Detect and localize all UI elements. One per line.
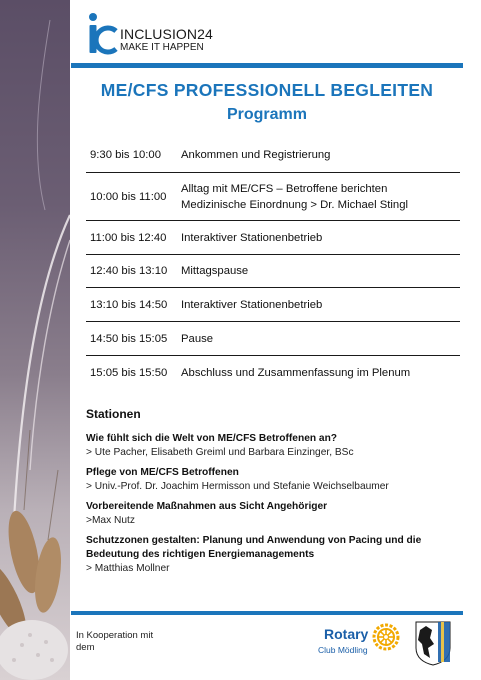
station-people: > Matthias Mollner [86,563,170,574]
inclusion24-logo-icon [88,12,118,56]
station-item [86,500,464,528]
schedule-time: 15:05 bis 15:50 [90,367,168,379]
schedule-activity: Abschluss und Zusammenfassung im Plenum [181,367,411,379]
schedule-time: 11:00 bis 12:40 [90,231,167,244]
schedule-activity-line: Medizinische Einordnung > Dr. Michael Stingl [181,198,408,211]
schedule-row [86,255,460,288]
stations-heading: Stationen [86,407,141,421]
schedule-table [86,137,460,390]
rotary-club-name: Club Mödling [318,645,368,655]
station-item [86,534,464,576]
schedule-activity [181,181,460,213]
station-people: > Univ.-Prof. Dr. Joachim Hermisson und Stefanie Weichselbaumer [86,481,389,492]
page-title: ME/CFS PROFESSIONELL BEGLEITEN [100,80,434,100]
station-title: Schutzzonen gestalten: Planung und Anwendung von Pacing und die Bedeutung des richtigen Energiemanagements [86,535,422,560]
cooperation-note: In Kooperation mit dem [76,630,154,653]
rotary-wheel-icon [372,623,400,651]
schedule-row [86,322,460,356]
station-title: Vorbereitende Maßnahmen aus Sicht Angehöriger [86,501,328,512]
station-item [86,466,464,494]
schedule-time: 10:00 bis 11:00 [90,190,167,203]
schedule-activity-line: Alltag mit ME/CFS – Betroffene berichten [181,182,388,195]
top-divider [71,63,463,68]
station-title: Wie fühlt sich die Welt von ME/CFS Betroffenen an? [86,433,338,444]
moedling-crest-icon [414,620,452,666]
station-title: Pflege von ME/CFS Betroffenen [86,467,239,478]
schedule-activity: Interaktiver Stationenbetrieb [181,298,323,311]
schedule-row [86,137,460,173]
schedule-time: 13:10 bis 14:50 [90,298,168,311]
schedule-time: 12:40 bis 13:10 [90,265,168,277]
schedule-activity: Interaktiver Stationenbetrieb [181,231,323,244]
station-people: > Ute Pacher, Elisabeth Greiml und Barbara Einzinger, BSc [86,447,354,458]
schedule-row [86,356,460,390]
schedule-row [86,288,460,322]
logo-tagline: MAKE IT HAPPEN [120,42,204,53]
schedule-row [86,173,460,221]
schedule-activity: Ankommen und Registrierung [181,148,331,161]
inclusion24-logo [88,12,238,56]
schedule-time: 14:50 bis 15:05 [90,332,168,345]
page-subtitle: Programm [226,106,308,123]
background-photo [0,0,70,680]
schedule-time: 9:30 bis 10:00 [90,148,161,161]
station-item [86,432,464,460]
logo-name: INCLUSION24 [120,26,213,42]
rotary-name: Rotary [324,626,369,642]
schedule-activity: Mittagspause [181,265,249,277]
stations-list [86,432,464,582]
bottom-divider [71,611,463,615]
schedule-row [86,221,460,255]
station-people: >Max Nutz [86,515,135,526]
schedule-activity: Pause [181,332,214,345]
rotary-logo [318,622,402,662]
